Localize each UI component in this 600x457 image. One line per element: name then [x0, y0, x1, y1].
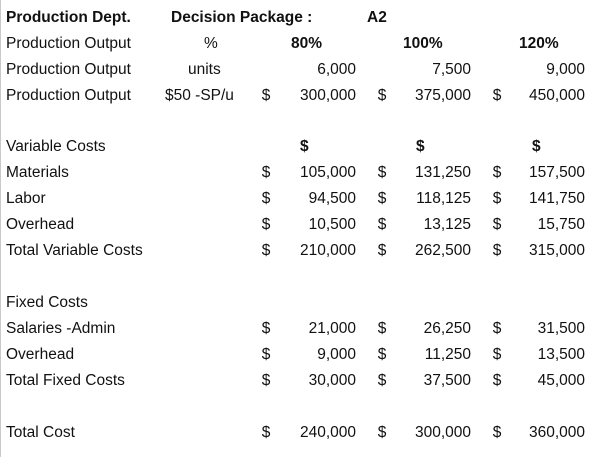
dollar-sign: $	[377, 242, 387, 259]
total-variable-costs-row	[0, 238, 600, 264]
variable-costs-header	[0, 134, 600, 160]
dollar-sign: $	[261, 216, 271, 233]
salaries-admin-row	[0, 316, 600, 342]
value-120: 450,000	[528, 87, 585, 104]
row-label: Labor	[6, 190, 46, 207]
value-120: 31,500	[537, 320, 585, 337]
value-100: 13,125	[423, 216, 471, 233]
dollar-sign: $	[492, 190, 502, 207]
dollar-sign: $	[261, 424, 271, 441]
value-80: 21,000	[308, 320, 356, 337]
value-100: 131,250	[414, 164, 471, 181]
dollar-sign: $	[492, 242, 502, 259]
currency-80: $	[300, 138, 309, 155]
value-80: 94,500	[308, 190, 356, 207]
value-120: 13,500	[537, 346, 585, 363]
row-label: Production Output	[6, 61, 131, 78]
row-label: Salaries -Admin	[6, 320, 116, 337]
dollar-sign: $	[377, 164, 387, 181]
value-100: 300,000	[414, 424, 471, 441]
dollar-sign: $	[261, 346, 271, 363]
row-label: Total Cost	[6, 424, 75, 441]
percent-120: 120%	[519, 35, 559, 52]
value-120: 315,000	[528, 242, 585, 259]
fixed-costs-header	[0, 290, 600, 316]
dollar-sign: $	[492, 216, 502, 233]
dollar-sign: $	[261, 87, 271, 104]
value-80: 30,000	[308, 372, 356, 389]
value-80: 210,000	[299, 242, 356, 259]
value-100: 26,250	[423, 320, 471, 337]
dept-label: Production Dept.	[6, 9, 131, 26]
labor-row	[0, 186, 600, 212]
value-100: 375,000	[414, 87, 471, 104]
header-row	[0, 5, 600, 31]
value-80: 9,000	[317, 346, 356, 363]
dollar-sign: $	[492, 424, 502, 441]
dollar-sign: $	[492, 164, 502, 181]
value-120: 157,500	[528, 164, 585, 181]
dollar-sign: $	[377, 346, 387, 363]
row-label: Overhead	[6, 346, 75, 363]
value-120: 141,750	[528, 190, 585, 207]
row-label: Production Output	[6, 35, 131, 52]
dollar-sign: $	[492, 320, 502, 337]
dollar-sign: $	[492, 87, 502, 104]
row-label: Total Fixed Costs	[6, 372, 125, 389]
currency-100: $	[416, 138, 425, 155]
value-100: 11,250	[424, 346, 471, 363]
dollar-sign: $	[377, 216, 387, 233]
value-100: 7,500	[432, 61, 471, 78]
dollar-sign: $	[377, 87, 387, 104]
dollar-sign: $	[261, 190, 271, 207]
section-title: Fixed Costs	[6, 294, 88, 311]
value-120: 15,750	[537, 216, 585, 233]
row-label: Production Output	[6, 87, 131, 104]
percent-100: 100%	[403, 35, 443, 52]
output-units-row	[0, 57, 600, 83]
dollar-sign: $	[492, 346, 502, 363]
currency-120: $	[532, 138, 541, 155]
fixed-overhead-row	[0, 342, 600, 368]
dollar-sign: $	[377, 190, 387, 207]
dollar-sign: $	[377, 372, 387, 389]
percent-80: 80%	[291, 35, 323, 52]
value-80: 6,000	[317, 61, 356, 78]
output-percent-row	[0, 31, 600, 57]
dollar-sign: $	[492, 372, 502, 389]
value-80: 10,500	[308, 216, 356, 233]
dollar-sign: $	[261, 320, 271, 337]
row-label: Materials	[6, 164, 69, 181]
dollar-sign: $	[261, 164, 271, 181]
unit-label: units	[188, 61, 221, 78]
section-title: Variable Costs	[6, 138, 106, 155]
value-80: 105,000	[299, 164, 356, 181]
dollar-sign: $	[261, 242, 271, 259]
output-revenue-row	[0, 83, 600, 109]
package-label: Decision Package :	[171, 9, 313, 26]
value-100: 37,500	[423, 372, 471, 389]
package-id: A2	[367, 9, 387, 26]
unit-label: $50 -SP/u	[165, 87, 234, 104]
value-80: 240,000	[299, 424, 356, 441]
row-label: Overhead	[6, 216, 75, 233]
total-cost-row	[0, 420, 600, 446]
dollar-sign: $	[377, 320, 387, 337]
value-120: 45,000	[537, 372, 585, 389]
row-label: Total Variable Costs	[6, 242, 143, 259]
value-100: 118,125	[416, 190, 471, 207]
value-120: 9,000	[546, 61, 585, 78]
unit-label: %	[204, 35, 218, 52]
value-100: 262,500	[414, 242, 471, 259]
value-80: 300,000	[299, 87, 356, 104]
dollar-sign: $	[261, 372, 271, 389]
materials-row	[0, 160, 600, 186]
variable-overhead-row	[0, 212, 600, 238]
dollar-sign: $	[377, 424, 387, 441]
total-fixed-costs-row	[0, 368, 600, 394]
value-120: 360,000	[528, 424, 585, 441]
